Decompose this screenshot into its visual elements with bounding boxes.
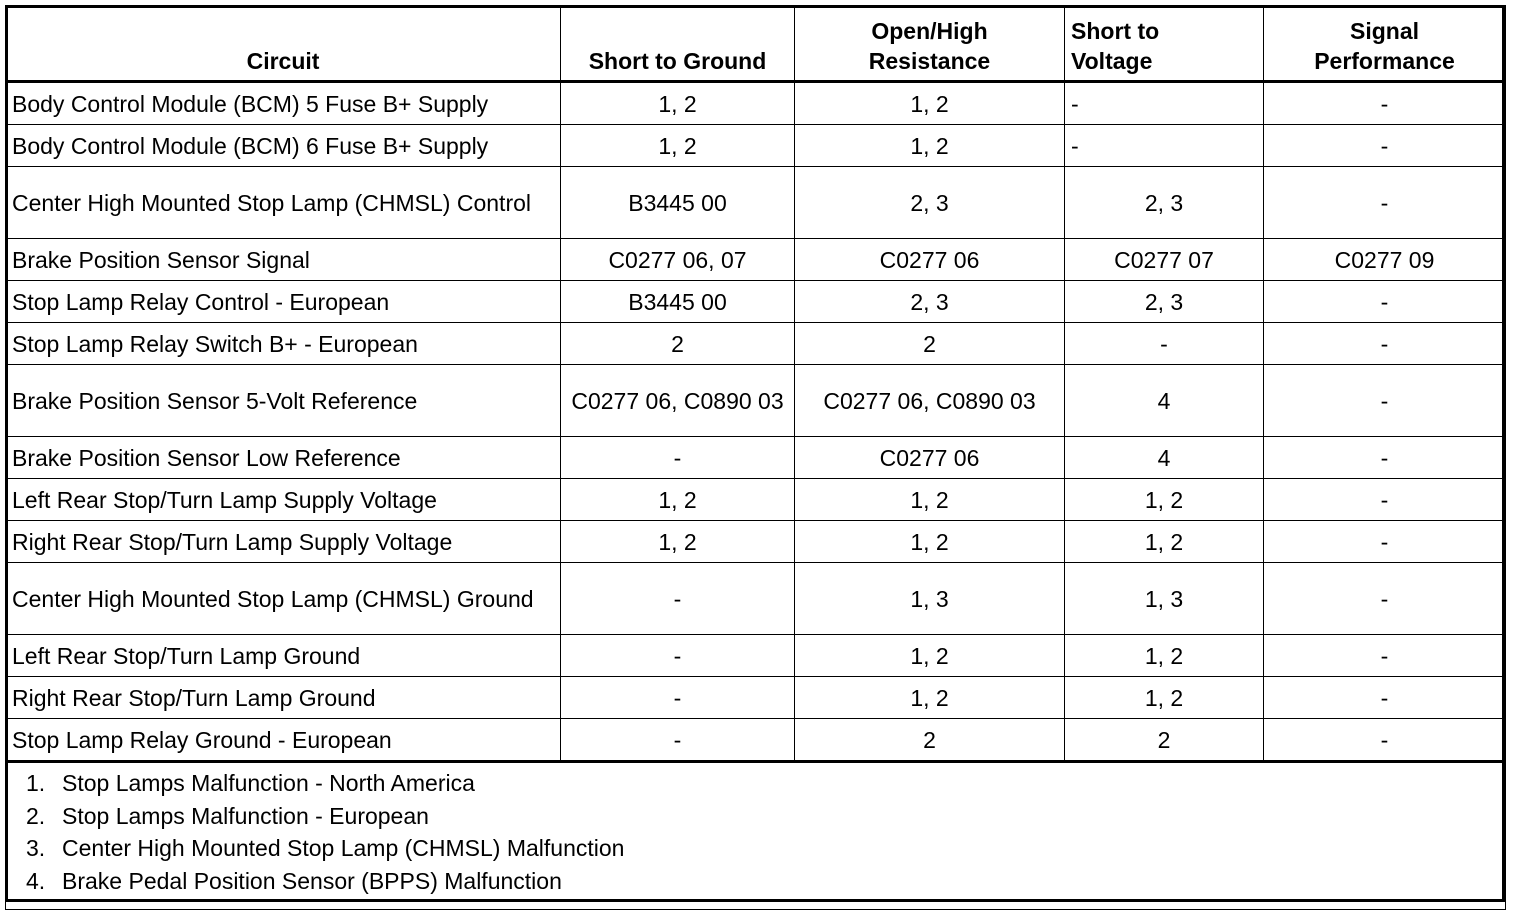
short-to-ground-cell: 1, 2 xyxy=(561,82,795,125)
header-open-high-resistance: Open/High Resistance xyxy=(795,6,1065,82)
circuit-cell: Left Rear Stop/Turn Lamp Supply Voltage xyxy=(6,479,561,521)
short-to-ground-cell: - xyxy=(561,719,795,762)
note-number: 4. xyxy=(26,867,46,894)
signal-performance-cell: - xyxy=(1264,365,1506,437)
note-item xyxy=(26,767,1505,800)
table-row xyxy=(6,479,1506,521)
signal-performance-cell: - xyxy=(1264,437,1506,479)
dtc-symptom-table xyxy=(5,5,1506,910)
open-high-resistance-cell: C0277 06 xyxy=(795,437,1065,479)
circuit-cell: Right Rear Stop/Turn Lamp Ground xyxy=(6,677,561,719)
signal-performance-cell: - xyxy=(1264,719,1506,762)
circuit-cell: Stop Lamp Relay Switch B+ - European xyxy=(6,323,561,365)
notes-row xyxy=(6,762,1506,910)
open-high-resistance-cell: 2 xyxy=(795,323,1065,365)
signal-performance-cell: - xyxy=(1264,82,1506,125)
note-number: 1. xyxy=(26,770,46,796)
table-row xyxy=(6,239,1506,281)
note-text: Brake Pedal Position Sensor (BPPS) Malfunction xyxy=(62,867,562,894)
short-to-voltage-cell: - xyxy=(1065,82,1264,125)
circuit-cell: Left Rear Stop/Turn Lamp Ground xyxy=(6,635,561,677)
note-item xyxy=(26,800,1505,833)
short-to-voltage-cell: 4 xyxy=(1065,437,1264,479)
signal-performance-cell: C0277 09 xyxy=(1264,239,1506,281)
short-to-voltage-cell: 4 xyxy=(1065,365,1264,437)
table-row xyxy=(6,563,1506,635)
open-high-resistance-cell: 1, 2 xyxy=(795,82,1065,125)
note-item xyxy=(26,865,1505,898)
circuit-cell: Stop Lamp Relay Control - European xyxy=(6,281,561,323)
short-to-voltage-cell: 1, 2 xyxy=(1065,635,1264,677)
note-number: 3. xyxy=(26,835,46,861)
circuit-cell: Body Control Module (BCM) 6 Fuse B+ Supply xyxy=(6,125,561,167)
short-to-ground-cell: - xyxy=(561,437,795,479)
table-row xyxy=(6,167,1506,239)
short-to-ground-cell: 1, 2 xyxy=(561,125,795,167)
table-row xyxy=(6,521,1506,563)
header-signal-performance: Signal Performance xyxy=(1264,6,1506,82)
short-to-ground-cell: C0277 06, 07 xyxy=(561,239,795,281)
table-row xyxy=(6,719,1506,762)
signal-performance-cell: - xyxy=(1264,635,1506,677)
circuit-cell: Center High Mounted Stop Lamp (CHMSL) Control xyxy=(6,167,561,239)
short-to-voltage-cell: 1, 3 xyxy=(1065,563,1264,635)
note-text: Center High Mounted Stop Lamp (CHMSL) Malfunction xyxy=(62,835,625,861)
circuit-cell: Stop Lamp Relay Ground - European xyxy=(6,719,561,762)
short-to-voltage-cell: 2, 3 xyxy=(1065,167,1264,239)
open-high-resistance-cell: 2, 3 xyxy=(795,167,1065,239)
open-high-resistance-cell: C0277 06 xyxy=(795,239,1065,281)
short-to-ground-cell: - xyxy=(561,677,795,719)
short-to-ground-cell: B3445 00 xyxy=(561,167,795,239)
table-row xyxy=(6,365,1506,437)
table-row xyxy=(6,125,1506,167)
short-to-voltage-cell: 1, 2 xyxy=(1065,677,1264,719)
signal-performance-cell: - xyxy=(1264,281,1506,323)
table-row xyxy=(6,635,1506,677)
header-circuit: Circuit xyxy=(6,6,561,82)
note-number: 2. xyxy=(26,802,46,829)
open-high-resistance-cell: 1, 2 xyxy=(795,125,1065,167)
signal-performance-cell: - xyxy=(1264,563,1506,635)
signal-performance-cell: - xyxy=(1264,479,1506,521)
circuit-cell: Right Rear Stop/Turn Lamp Supply Voltage xyxy=(6,521,561,563)
note-item xyxy=(26,832,1505,865)
short-to-voltage-cell: 2 xyxy=(1065,719,1264,762)
header-short-to-ground: Short to Ground xyxy=(561,6,795,82)
circuit-cell: Body Control Module (BCM) 5 Fuse B+ Supply xyxy=(6,82,561,125)
open-high-resistance-cell: 1, 2 xyxy=(795,635,1065,677)
short-to-voltage-cell: 1, 2 xyxy=(1065,479,1264,521)
short-to-ground-cell: 1, 2 xyxy=(561,479,795,521)
short-to-ground-cell: 1, 2 xyxy=(561,521,795,563)
open-high-resistance-cell: 2, 3 xyxy=(795,281,1065,323)
short-to-voltage-cell: 2, 3 xyxy=(1065,281,1264,323)
short-to-voltage-cell: C0277 07 xyxy=(1065,239,1264,281)
short-to-ground-cell: B3445 00 xyxy=(561,281,795,323)
header-row xyxy=(6,6,1506,82)
table-row xyxy=(6,82,1506,125)
short-to-ground-cell: - xyxy=(561,563,795,635)
short-to-ground-cell: 2 xyxy=(561,323,795,365)
open-high-resistance-cell: 2 xyxy=(795,719,1065,762)
circuit-cell: Brake Position Sensor 5-Volt Reference xyxy=(6,365,561,437)
signal-performance-cell: - xyxy=(1264,167,1506,239)
open-high-resistance-cell: C0277 06, C0890 03 xyxy=(795,365,1065,437)
short-to-voltage-cell: 1, 2 xyxy=(1065,521,1264,563)
short-to-voltage-cell: - xyxy=(1065,125,1264,167)
table-row xyxy=(6,281,1506,323)
note-text: Stop Lamps Malfunction - North America xyxy=(62,770,475,796)
signal-performance-cell: - xyxy=(1264,521,1506,563)
open-high-resistance-cell: 1, 2 xyxy=(795,479,1065,521)
table-row xyxy=(6,323,1506,365)
table-row xyxy=(6,437,1506,479)
open-high-resistance-cell: 1, 2 xyxy=(795,521,1065,563)
circuit-cell: Brake Position Sensor Signal xyxy=(6,239,561,281)
open-high-resistance-cell: 1, 2 xyxy=(795,677,1065,719)
short-to-ground-cell: C0277 06, C0890 03 xyxy=(561,365,795,437)
header-short-to-voltage: Short to Voltage xyxy=(1065,6,1264,82)
circuit-cell: Brake Position Sensor Low Reference xyxy=(6,437,561,479)
short-to-voltage-cell: - xyxy=(1065,323,1264,365)
signal-performance-cell: - xyxy=(1264,323,1506,365)
signal-performance-cell: - xyxy=(1264,677,1506,719)
note-text: Stop Lamps Malfunction - European xyxy=(62,802,429,829)
circuit-cell: Center High Mounted Stop Lamp (CHMSL) Ground xyxy=(6,563,561,635)
table-row xyxy=(6,677,1506,719)
notes-cell xyxy=(6,762,1506,910)
signal-performance-cell: - xyxy=(1264,125,1506,167)
short-to-ground-cell: - xyxy=(561,635,795,677)
open-high-resistance-cell: 1, 3 xyxy=(795,563,1065,635)
